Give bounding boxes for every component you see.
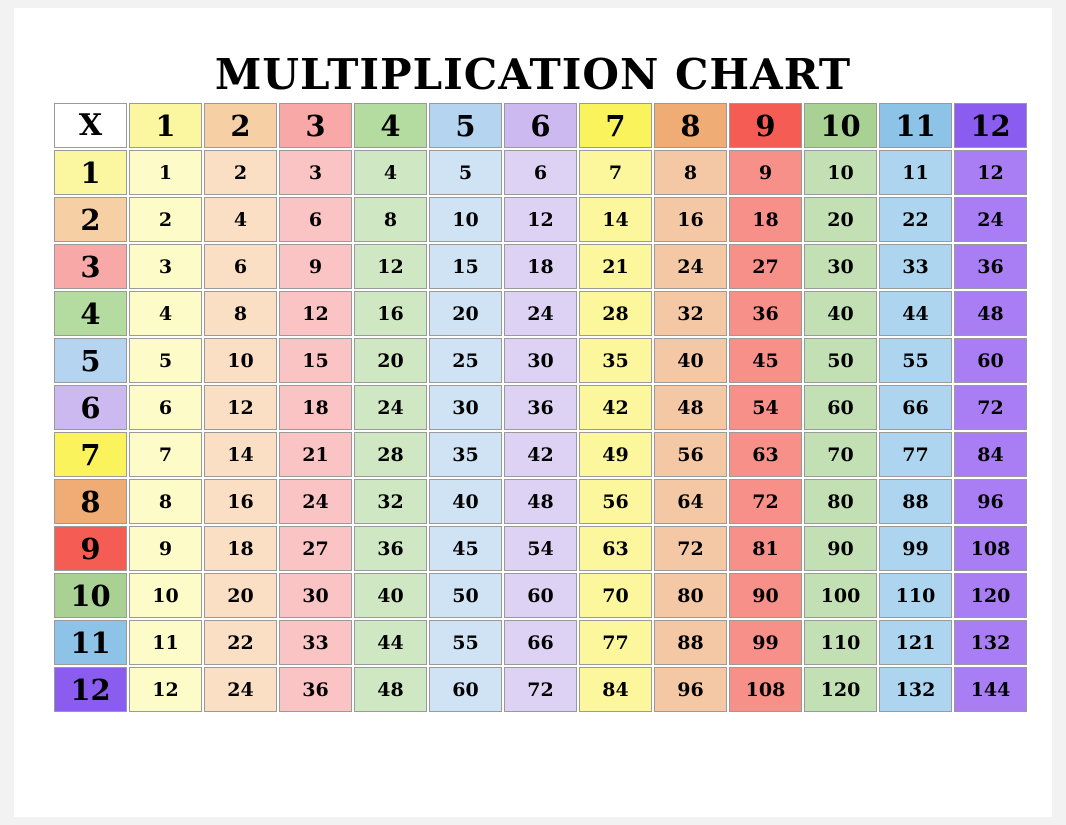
cell-12x7: 84 — [579, 667, 652, 712]
row-header-2: 2 — [54, 197, 127, 242]
column-header-8: 8 — [654, 103, 727, 148]
cell-9x3: 27 — [279, 526, 352, 571]
cell-11x2: 22 — [204, 620, 277, 665]
cell-4x7: 28 — [579, 291, 652, 336]
cell-8x12: 96 — [954, 479, 1027, 524]
cell-10x8: 80 — [654, 573, 727, 618]
cell-7x3: 21 — [279, 432, 352, 477]
cell-11x8: 88 — [654, 620, 727, 665]
cell-11x11: 121 — [879, 620, 952, 665]
cell-1x2: 2 — [204, 150, 277, 195]
table-row — [54, 573, 1027, 618]
cell-8x5: 40 — [429, 479, 502, 524]
cell-3x2: 6 — [204, 244, 277, 289]
cell-10x2: 20 — [204, 573, 277, 618]
cell-6x9: 54 — [729, 385, 802, 430]
cell-2x3: 6 — [279, 197, 352, 242]
cell-4x8: 32 — [654, 291, 727, 336]
cell-8x10: 80 — [804, 479, 877, 524]
page-title: MULTIPLICATION CHART — [214, 50, 852, 99]
row-header-4: 4 — [54, 291, 127, 336]
cell-8x3: 24 — [279, 479, 352, 524]
cell-10x11: 110 — [879, 573, 952, 618]
cell-9x11: 99 — [879, 526, 952, 571]
cell-12x8: 96 — [654, 667, 727, 712]
cell-12x12: 144 — [954, 667, 1027, 712]
cell-6x5: 30 — [429, 385, 502, 430]
cell-6x10: 60 — [804, 385, 877, 430]
cell-3x12: 36 — [954, 244, 1027, 289]
column-header-6: 6 — [504, 103, 577, 148]
cell-2x12: 24 — [954, 197, 1027, 242]
column-header-5: 5 — [429, 103, 502, 148]
cell-9x9: 81 — [729, 526, 802, 571]
cell-7x6: 42 — [504, 432, 577, 477]
cell-11x10: 110 — [804, 620, 877, 665]
cell-6x12: 72 — [954, 385, 1027, 430]
cell-4x10: 40 — [804, 291, 877, 336]
cell-1x4: 4 — [354, 150, 427, 195]
cell-8x6: 48 — [504, 479, 577, 524]
cell-12x11: 132 — [879, 667, 952, 712]
cell-2x5: 10 — [429, 197, 502, 242]
multiplication-table — [52, 101, 1029, 714]
cell-4x6: 24 — [504, 291, 577, 336]
cell-5x1: 5 — [129, 338, 202, 383]
cell-12x5: 60 — [429, 667, 502, 712]
cell-6x11: 66 — [879, 385, 952, 430]
table-row — [54, 526, 1027, 571]
row-header-9: 9 — [54, 526, 127, 571]
cell-12x6: 72 — [504, 667, 577, 712]
cell-5x8: 40 — [654, 338, 727, 383]
row-header-7: 7 — [54, 432, 127, 477]
cell-6x2: 12 — [204, 385, 277, 430]
cell-7x10: 70 — [804, 432, 877, 477]
cell-2x11: 22 — [879, 197, 952, 242]
cell-2x8: 16 — [654, 197, 727, 242]
cell-7x8: 56 — [654, 432, 727, 477]
cell-3x8: 24 — [654, 244, 727, 289]
cell-7x9: 63 — [729, 432, 802, 477]
table-row — [54, 479, 1027, 524]
cell-9x1: 9 — [129, 526, 202, 571]
column-header-9: 9 — [729, 103, 802, 148]
cell-2x7: 14 — [579, 197, 652, 242]
cell-10x9: 90 — [729, 573, 802, 618]
row-header-12: 12 — [54, 667, 127, 712]
cell-12x3: 36 — [279, 667, 352, 712]
cell-3x10: 30 — [804, 244, 877, 289]
cell-11x5: 55 — [429, 620, 502, 665]
cell-4x12: 48 — [954, 291, 1027, 336]
table-row — [54, 620, 1027, 665]
cell-10x1: 10 — [129, 573, 202, 618]
column-header-11: 11 — [879, 103, 952, 148]
cell-9x7: 63 — [579, 526, 652, 571]
cell-10x12: 120 — [954, 573, 1027, 618]
cell-8x11: 88 — [879, 479, 952, 524]
cell-12x9: 108 — [729, 667, 802, 712]
cell-5x11: 55 — [879, 338, 952, 383]
cell-4x5: 20 — [429, 291, 502, 336]
cell-2x10: 20 — [804, 197, 877, 242]
cell-6x3: 18 — [279, 385, 352, 430]
cell-11x12: 132 — [954, 620, 1027, 665]
column-header-1: 1 — [129, 103, 202, 148]
cell-11x1: 11 — [129, 620, 202, 665]
cell-11x7: 77 — [579, 620, 652, 665]
row-header-5: 5 — [54, 338, 127, 383]
cell-6x4: 24 — [354, 385, 427, 430]
cell-1x3: 3 — [279, 150, 352, 195]
cell-7x2: 14 — [204, 432, 277, 477]
cell-12x4: 48 — [354, 667, 427, 712]
cell-8x4: 32 — [354, 479, 427, 524]
cell-4x3: 12 — [279, 291, 352, 336]
cell-1x8: 8 — [654, 150, 727, 195]
row-header-6: 6 — [54, 385, 127, 430]
column-header-2: 2 — [204, 103, 277, 148]
cell-10x7: 70 — [579, 573, 652, 618]
cell-5x9: 45 — [729, 338, 802, 383]
cell-11x9: 99 — [729, 620, 802, 665]
cell-7x5: 35 — [429, 432, 502, 477]
cell-2x2: 4 — [204, 197, 277, 242]
row-header-3: 3 — [54, 244, 127, 289]
cell-3x9: 27 — [729, 244, 802, 289]
cell-6x1: 6 — [129, 385, 202, 430]
cell-2x1: 2 — [129, 197, 202, 242]
cell-9x6: 54 — [504, 526, 577, 571]
cell-5x3: 15 — [279, 338, 352, 383]
cell-5x7: 35 — [579, 338, 652, 383]
cell-9x8: 72 — [654, 526, 727, 571]
cell-8x8: 64 — [654, 479, 727, 524]
row-header-11: 11 — [54, 620, 127, 665]
cell-9x10: 90 — [804, 526, 877, 571]
cell-8x1: 8 — [129, 479, 202, 524]
table-row — [54, 244, 1027, 289]
cell-8x7: 56 — [579, 479, 652, 524]
cell-3x7: 21 — [579, 244, 652, 289]
column-header-3: 3 — [279, 103, 352, 148]
cell-4x4: 16 — [354, 291, 427, 336]
table-row — [54, 291, 1027, 336]
table-row — [54, 150, 1027, 195]
cell-1x1: 1 — [129, 150, 202, 195]
column-header-4: 4 — [354, 103, 427, 148]
cell-3x4: 12 — [354, 244, 427, 289]
row-header-1: 1 — [54, 150, 127, 195]
cell-8x2: 16 — [204, 479, 277, 524]
cell-6x7: 42 — [579, 385, 652, 430]
cell-1x6: 6 — [504, 150, 577, 195]
cell-4x11: 44 — [879, 291, 952, 336]
cell-1x9: 9 — [729, 150, 802, 195]
cell-10x4: 40 — [354, 573, 427, 618]
column-header-10: 10 — [804, 103, 877, 148]
cell-2x9: 18 — [729, 197, 802, 242]
cell-7x1: 7 — [129, 432, 202, 477]
cell-5x10: 50 — [804, 338, 877, 383]
cell-3x5: 15 — [429, 244, 502, 289]
cell-9x12: 108 — [954, 526, 1027, 571]
cell-2x4: 8 — [354, 197, 427, 242]
row-header-10: 10 — [54, 573, 127, 618]
cell-4x9: 36 — [729, 291, 802, 336]
cell-4x1: 4 — [129, 291, 202, 336]
table-header-row — [54, 103, 1027, 148]
cell-2x6: 12 — [504, 197, 577, 242]
cell-1x12: 12 — [954, 150, 1027, 195]
cell-5x5: 25 — [429, 338, 502, 383]
cell-3x3: 9 — [279, 244, 352, 289]
cell-10x6: 60 — [504, 573, 577, 618]
table-row — [54, 197, 1027, 242]
cell-6x6: 36 — [504, 385, 577, 430]
column-header-7: 7 — [579, 103, 652, 148]
table-row — [54, 432, 1027, 477]
cell-8x9: 72 — [729, 479, 802, 524]
cell-1x5: 5 — [429, 150, 502, 195]
cell-10x3: 30 — [279, 573, 352, 618]
cell-7x4: 28 — [354, 432, 427, 477]
cell-3x6: 18 — [504, 244, 577, 289]
cell-1x7: 7 — [579, 150, 652, 195]
corner-cell: X — [54, 103, 127, 148]
cell-11x3: 33 — [279, 620, 352, 665]
cell-10x5: 50 — [429, 573, 502, 618]
row-header-8: 8 — [54, 479, 127, 524]
cell-5x12: 60 — [954, 338, 1027, 383]
cell-7x11: 77 — [879, 432, 952, 477]
column-header-12: 12 — [954, 103, 1027, 148]
cell-9x2: 18 — [204, 526, 277, 571]
cell-5x2: 10 — [204, 338, 277, 383]
cell-5x6: 30 — [504, 338, 577, 383]
cell-12x10: 120 — [804, 667, 877, 712]
multiplication-grid — [52, 101, 1029, 714]
cell-1x11: 11 — [879, 150, 952, 195]
table-row — [54, 385, 1027, 430]
cell-10x10: 100 — [804, 573, 877, 618]
cell-3x11: 33 — [879, 244, 952, 289]
cell-12x1: 12 — [129, 667, 202, 712]
cell-9x5: 45 — [429, 526, 502, 571]
table-row — [54, 338, 1027, 383]
cell-11x4: 44 — [354, 620, 427, 665]
cell-6x8: 48 — [654, 385, 727, 430]
cell-9x4: 36 — [354, 526, 427, 571]
cell-3x1: 3 — [129, 244, 202, 289]
table-row — [54, 667, 1027, 712]
cell-11x6: 66 — [504, 620, 577, 665]
cell-12x2: 24 — [204, 667, 277, 712]
cell-1x10: 10 — [804, 150, 877, 195]
cell-7x7: 49 — [579, 432, 652, 477]
cell-7x12: 84 — [954, 432, 1027, 477]
cell-4x2: 8 — [204, 291, 277, 336]
cell-5x4: 20 — [354, 338, 427, 383]
chart-sheet — [14, 8, 1052, 817]
